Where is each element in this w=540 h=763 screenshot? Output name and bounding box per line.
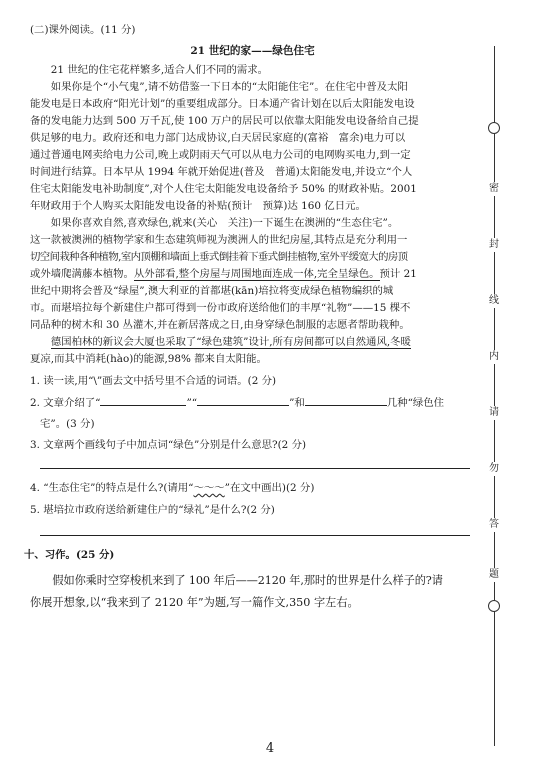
text-line: 能发电是日本政府“阳光计划”的重要组成部分。日本通产省计划在以后太阳能发电设 — [30, 98, 415, 110]
text-line: 住宅太阳能发电补助制度”,对个人住宅太阳能发电设备给予 50% 的财政补贴。2001 — [30, 183, 417, 195]
text-line: 夏凉,而其中消耗(hào)的能源,98% 都来自太阳能。 — [30, 353, 267, 365]
composition-prompt-line: 假如你乘时空穿梭机来到了 100 年后——2120 年,那时的世界是什么样子的?请 — [52, 574, 443, 587]
wavy-line-mark: ～～～ — [193, 482, 225, 494]
text-span: ”“ — [186, 397, 198, 409]
text-line: 这一款被澳洲的植物学家和生态建筑师视为澳洲人的世纪房屋,其特点是充分利用一 — [30, 234, 408, 246]
underlined-sentence: 从外部看,整个房屋与周围地面连成一体,完全呈绿色。 — [133, 268, 380, 280]
text-span: 2. 文章介绍了“ — [30, 397, 101, 409]
binding-hole — [488, 600, 500, 612]
text-line: 通过普通电网卖给电力公司,晚上或阴雨天气可以从电力公司的电网购买电力,到一定 — [30, 149, 411, 161]
composition-prompt-line: 你展开想象,以“我来到了 2120 年”为题,写一篇作文,350 字左右。 — [30, 596, 359, 609]
answer-line-5[interactable] — [40, 535, 470, 536]
question-4 — [30, 477, 475, 499]
composition-section — [24, 544, 475, 614]
text-line: 年财政用于个人购买太阳能发电设备的补贴(预计 预算)达 160 亿日元。 — [30, 200, 366, 212]
question-3: 3. 文章两个画线句子中加点词“绿色”分别是什么意思?(2 分) — [30, 439, 307, 451]
text-line — [30, 334, 475, 351]
margin-char: 答 — [486, 518, 502, 532]
binding-hole — [488, 122, 500, 134]
text-line — [30, 300, 475, 317]
text-line: 备的发电能力达到 500 万千瓦,使 100 万户的居民可以依靠太阳能发电设备给自己提 — [30, 115, 419, 127]
question-2 — [30, 392, 475, 414]
margin-char: 题 — [486, 568, 502, 582]
question-2-cont: 宅”。(3 分) — [40, 418, 95, 430]
binding-line — [494, 46, 495, 746]
text-span: 物”——15 棵不 — [336, 302, 411, 314]
text-line: 同品种的树木和 30 丛灌木,并在新居落成之日,由身穿绿色制服的志愿者帮助栽种。 — [30, 319, 410, 331]
page-number: 4 — [265, 741, 275, 756]
question-1: 1. 读一读,用“\”画去文中括号里不合适的词语。(2 分) — [30, 375, 277, 387]
text-span: ”在文中画出)(2 分) — [224, 482, 315, 494]
text-line: 切空间栽种各种植物,室内顶棚和墙面上垂式倒挂着下垂式倒挂植物,室外平缓宽大的房顶 — [30, 251, 408, 263]
text-line — [30, 266, 475, 283]
margin-char: 请 — [486, 406, 502, 420]
section-header: (二)课外阅读。(11 分) — [30, 24, 136, 36]
margin-char: 封 — [486, 238, 502, 252]
text-line: 如果你是个“小气鬼”,请不妨借鉴一下日本的“太阳能住宅”。在住宅中普及太阳 — [50, 81, 408, 93]
text-span: 或外墙爬满藤本植物。 — [30, 268, 134, 280]
margin-char: 勿 — [486, 462, 502, 476]
text-span: 市。而堪培拉每个新建住户都可得到一份市政府送给他们的丰厚“礼 — [30, 302, 337, 314]
text-span: 几种“绿色住 — [386, 397, 445, 409]
text-line: 如果你喜欢自然,喜欢绿色,就来(关心 关注)一下诞生在澳洲的“生态住宅”。 — [50, 217, 399, 229]
margin-char: 密 — [486, 182, 502, 196]
composition-header: 十、习作。(25 分) — [24, 549, 115, 561]
article-intro: 21 世纪的住宅花样繁多,适合人们不同的需求。 — [50, 64, 269, 76]
question-5: 5. 堪培拉市政府送给新建住户的“绿礼”是什么?(2 分) — [30, 504, 275, 516]
text-span: ”和 — [289, 397, 305, 409]
underlined-sentence: 德国柏林的新议会大厦也采取了“绿色建筑”设计,所有房间都可以自然通风,冬暖 — [50, 336, 411, 348]
page-content — [24, 18, 475, 614]
answer-blank-1[interactable] — [100, 394, 186, 406]
questions — [30, 370, 475, 536]
paragraph-solar-house — [30, 79, 475, 215]
answer-blank-3[interactable] — [305, 394, 387, 406]
text-line: 供足够的电力。政府还和电力部门达成协议,白天居民家庭的(富裕 富余)电力可以 — [30, 132, 406, 144]
text-line: 世纪中期将会普及“绿屋”,澳大利亚的首都堪(kān)培拉将变成绿色植物编织的城 — [30, 285, 394, 297]
text-span: 4. “生态住宅”的特点是什么?(请用“ — [30, 482, 194, 494]
text-span: 预计 21 — [379, 268, 417, 280]
article-title: 21 世纪的家——绿色住宅 — [190, 45, 315, 57]
text-line: 时间进行结算。日本早从 1994 年就开始促进(普及 普通)太阳能发电,并设立“个人 — [30, 166, 413, 178]
margin-char: 线 — [486, 294, 502, 308]
answer-blank-2[interactable] — [197, 394, 289, 406]
paragraph-berlin — [30, 334, 475, 368]
margin-char: 内 — [486, 350, 502, 364]
paragraph-eco-house — [30, 215, 475, 334]
answer-line-3[interactable] — [40, 468, 470, 469]
